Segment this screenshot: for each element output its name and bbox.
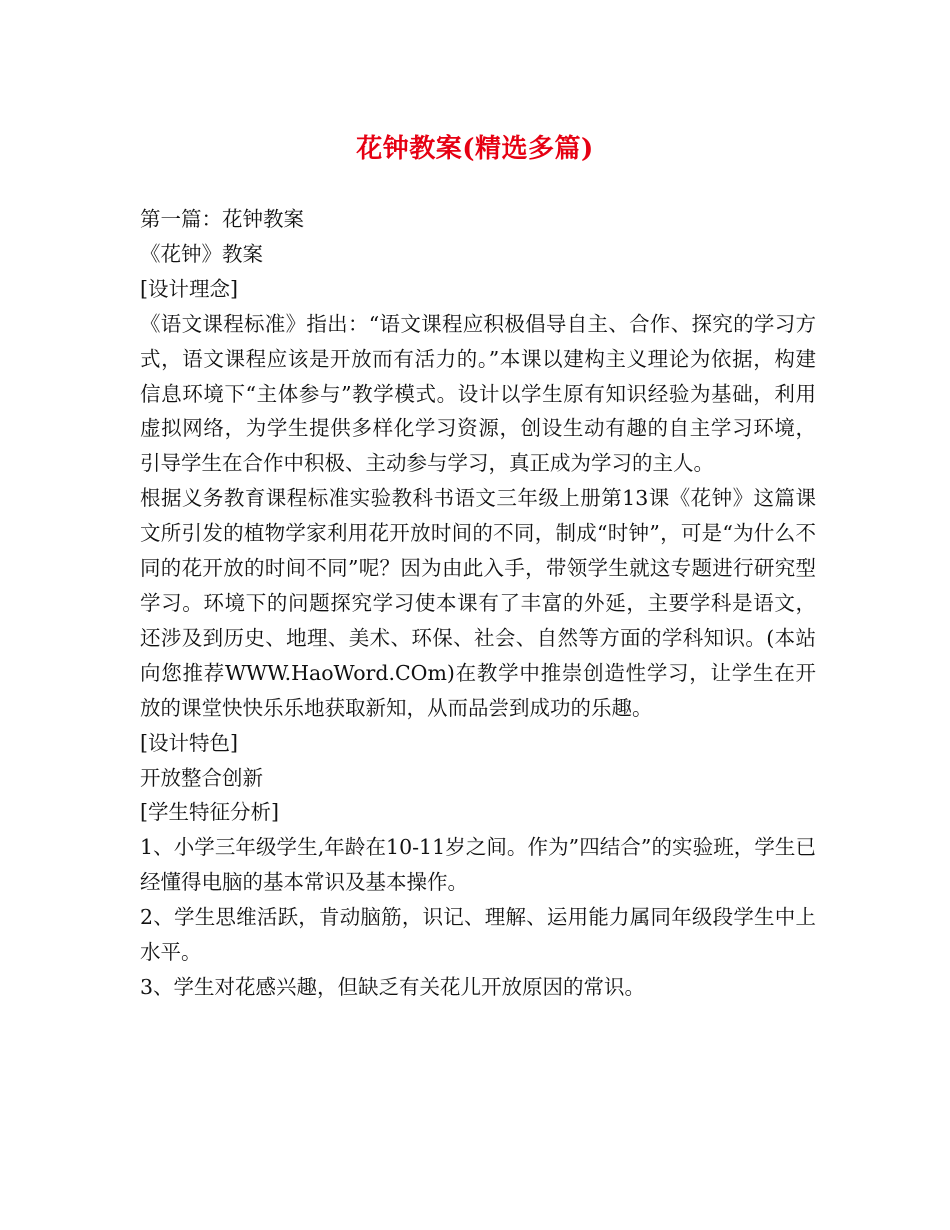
paragraph-lesson-title: 《花钟》教案 <box>140 241 263 266</box>
paragraph-background: 根据义务教育课程标准实验教科书语文三年级上册第13课《花钟》这篇课文所引发的植物学家利用花开放时间的不同，制成“时钟”，可是“为什么不同的花开放的时间不同”呢？因为由此入手，带领学生就这专题进行研究型学习。环境下的问题探究学习使本课有了丰富的外延，主要学科是语文，还涉及到历史、地理、美术、环保、社会、自然等方面的学科知识。(本站向您推荐WWW.HaoWord.COm)在教学中推崇创造性学习，让学生在开放的课堂快快乐乐地获取新知，从而品尝到成功的乐趣。 <box>140 486 816 720</box>
paragraph-student-point-1: 1、小学三年级学生,年龄在10-11岁之间。作为”四结合”的实验班，学生已经懂得电脑的基本常识及基本操作。 <box>140 835 816 895</box>
paragraph-section-heading: 第一篇：花钟教案 <box>140 207 304 231</box>
paragraph-student-analysis-heading: [学生特征分析] <box>140 800 279 825</box>
paragraph-design-concept: 《语文课程标准》指出：“语文课程应积极倡导自主、合作、探究的学习方式，语文课程应该是开放而有活力的。”本课以建构主义理论为依据，构建信息环境下“主体参与”教学模式。设计以学生原有知识经验为基础，利用虚拟网络，为学生提供多样化学习资源，创设生动有趣的自主学习环境，引导学生在合作中积极、主动参与学习，真正成为学习的主人。 <box>140 311 816 476</box>
document-body <box>140 202 816 1005</box>
paragraph-design-concept-heading: [设计理念] <box>140 276 238 301</box>
paragraph-design-features-heading: [设计特色] <box>140 730 238 755</box>
paragraph-design-features: 开放整合创新 <box>140 765 263 790</box>
paragraph-student-point-2: 2、学生思维活跃，肯动脑筋，识记、理解、运用能力属同年级段学生中上水平。 <box>140 905 816 965</box>
document-title: 花钟教案(精选多篇) <box>356 134 594 164</box>
paragraph-student-point-3: 3、学生对花感兴趣，但缺乏有关花儿开放原因的常识。 <box>140 974 646 999</box>
